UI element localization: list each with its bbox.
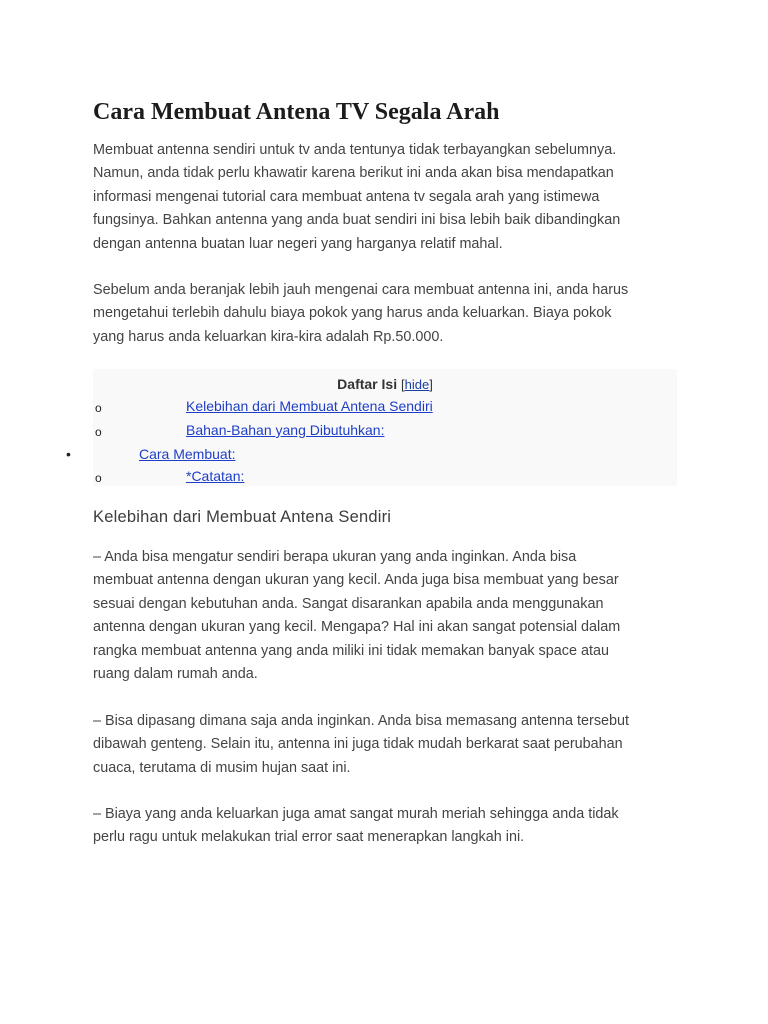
toc-bullet-icon: o [95,425,102,439]
toc-hide-toggle [401,377,433,392]
benefit-line: cuaca, terutama di musim hujan saat ini. [93,759,351,776]
toc-bracket-close: ] [429,377,433,392]
toc-item [186,397,433,415]
benefit-line: – Anda bisa mengatur sendiri berapa ukuran yang anda inginkan. Anda bisa [93,549,577,565]
toc-hide-link[interactable]: hide [404,377,430,392]
toc-bullet-icon: o [95,471,102,485]
cost-line: mengetahui terlebih dahulu biaya pokok yang harus anda keluarkan. Biaya pokok [93,305,612,322]
cost-line: Sebelum anda beranjak lebih jauh mengenai cara membuat antenna ini, anda harus [93,282,629,298]
benefit-line: – Bisa dipasang dimana saja anda inginkan. Anda bisa memasang antenna tersebut [93,713,630,729]
benefit-line: membuat antenna dengan ukuran yang kecil. Anda juga bisa membuat yang besar [93,572,619,589]
toc-item [186,421,384,439]
toc-header [93,375,677,394]
benefit-line: antenna dengan ukuran yang kecil. Mengapa? Hal ini akan sangat potensial dalam [93,619,621,636]
toc-bullet-icon: o [95,401,102,415]
intro-paragraph [93,139,693,256]
toc-title: Daftar Isi [337,376,398,392]
intro-line: Membuat antenna sendiri untuk tv anda tentunya tidak terbayangkan sebelumnya. [93,142,617,158]
section-heading: Kelebihan dari Membuat Antena Sendiri [93,508,392,526]
benefit-line: sesuai dengan kebutuhan anda. Sangat disarankan apabila anda menggunakan [93,595,604,612]
toc-item [139,445,235,463]
benefit-line: ruang dalam rumah anda. [93,666,258,683]
benefit-line: perlu ragu untuk melakukan trial error saat menerapkan langkah ini. [93,829,525,846]
toc-link-kelebihan[interactable]: Kelebihan dari Membuat Antena Sendiri [186,398,433,414]
toc-bracket-open: [ [400,377,405,392]
cost-paragraph [93,279,693,349]
benefit-paragraph-3 [93,803,693,850]
intro-line: fungsinya. Bahkan antenna yang anda buat sendiri ini bisa lebih baik dibandingkan [93,212,621,229]
article-title: Cara Membuat Antena TV Segala Arah [93,99,500,125]
table-of-contents [93,369,677,486]
benefit-line: rangka membuat antenna yang anda miliki ini tidak memakan banyak space atau [93,642,609,659]
intro-line: informasi mengenai tutorial cara membuat antena tv segala arah yang istimewa [93,188,600,205]
benefit-paragraph-2 [93,710,693,780]
toc-item [186,467,244,485]
intro-line: dengan antenna buatan luar negeri yang harganya relatif mahal. [93,235,503,252]
toc-link-cara-membuat[interactable]: Cara Membuat: [139,446,236,462]
cost-line: yang harus anda keluarkan kira-kira adalah Rp.50.000. [93,328,444,345]
benefit-line: dibawah genteng. Selain itu, antenna ini juga tidak mudah berkarat saat perubahan [93,736,623,753]
intro-line: Namun, anda tidak perlu khawatir karena berikut ini anda akan bisa mendapatkan [93,165,614,182]
toc-disc-bullet-icon: • [66,446,71,462]
benefit-line: – Biaya yang anda keluarkan juga amat sangat murah meriah sehingga anda tidak [93,806,619,822]
benefit-paragraph-1 [93,546,693,686]
toc-link-bahan[interactable]: Bahan-Bahan yang Dibutuhkan: [186,422,385,438]
toc-link-catatan[interactable]: *Catatan: [186,468,245,484]
